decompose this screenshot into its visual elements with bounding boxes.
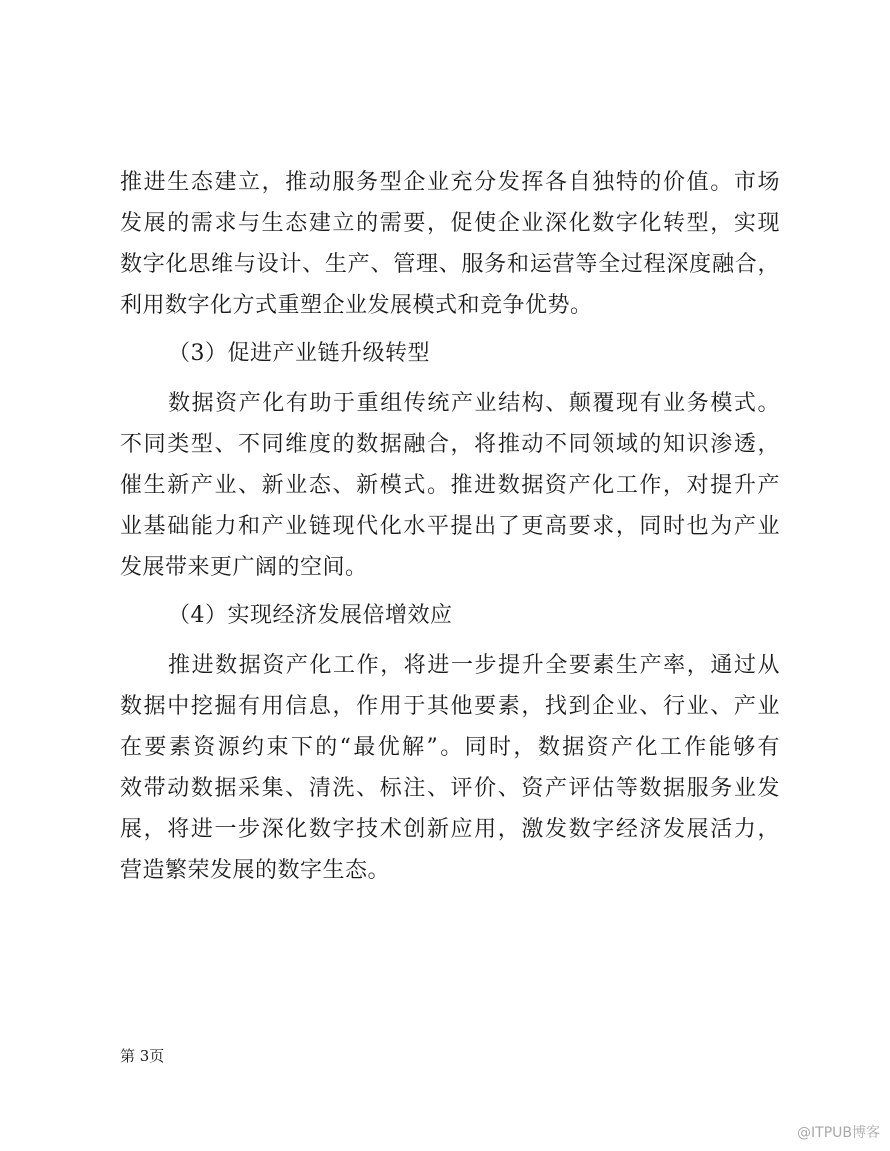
watermark-text: @ITPUB博客: [797, 1125, 880, 1141]
paragraph-2-line-1: 数据资产化有助于重组传统产业结构、颠覆现有业务模式。: [168, 391, 780, 416]
paragraph-1-line-2: 发展的需求与生态建立的需要，促使企业深化数字化转型，实现: [120, 211, 780, 236]
paragraph-3-line-4: 效带动数据采集、清洗、标注、评价、资产评估等数据服务业发: [120, 776, 780, 801]
paragraph-1-line-1: 推进生态建立，推动服务型企业充分发挥各自独特的价值。市场: [120, 170, 780, 195]
page-number: 第 3页: [120, 1047, 165, 1065]
paragraph-3-line-1: 推进数据资产化工作，将进一步提升全要素生产率，通过从: [168, 653, 780, 678]
paragraph-1-line-4: 利用数字化方式重塑企业发展模式和竞争优势。: [120, 293, 593, 318]
paragraph-1-line-3: 数字化思维与设计、生产、管理、服务和运营等全过程深度融合，: [120, 252, 780, 277]
section-heading-4: （4）实现经济发展倍增效应: [168, 603, 453, 628]
paragraph-3-line-3: 在要素资源约束下的“最优解”。同时，数据资产化工作能够有: [120, 735, 780, 760]
paragraph-2-line-3: 催生新产业、新业态、新模式。推进数据资产化工作，对提升产: [120, 473, 780, 498]
paragraph-3-line-5: 展，将进一步深化数字技术创新应用，激发数字经济发展活力，: [120, 817, 780, 842]
paragraph-2-line-2: 不同类型、不同维度的数据融合，将推动不同领域的知识渗透，: [120, 432, 780, 457]
section-heading-3: （3）促进产业链升级转型: [168, 341, 430, 366]
paragraph-3-line-6: 营造繁荣发展的数字生态。: [120, 858, 391, 883]
paragraph-3-line-2: 数据中挖掘有用信息，作用于其他要素，找到企业、行业、产业: [120, 694, 780, 719]
paragraph-2-line-4: 业基础能力和产业链现代化水平提出了更高要求，同时也为产业: [120, 514, 780, 539]
paragraph-2-line-5: 发展带来更广阔的空间。: [120, 555, 368, 580]
